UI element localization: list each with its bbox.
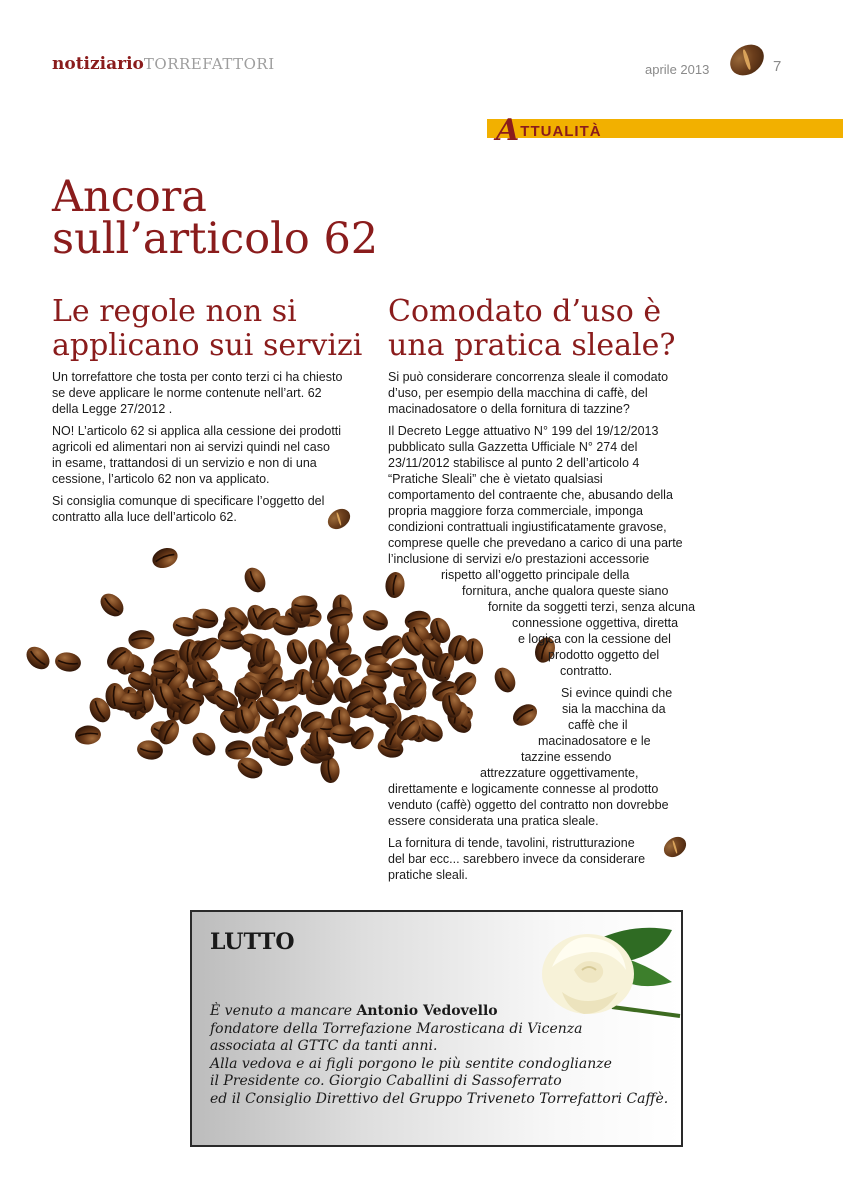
right-paragraph-2 [388,423,708,679]
left-paragraph-3 [52,493,352,525]
text-line: e logica con la cessione del [518,632,671,646]
text-line: comprese quelle che prevedano a carico di una parte [388,536,683,550]
coffee-bean [128,629,155,650]
text-line: condizioni contrattuali ingiustificatamente gravose, [388,520,667,534]
right-paragraph-3 [388,685,708,829]
text-line: della Legge 27/2012 . [52,402,173,416]
page-number: 7 [773,58,782,75]
coffee-bean-icon [724,38,770,82]
text-line: Un torrefattore che tosta per conto terzi ci ha chiesto [52,370,343,384]
text-line: NO! L’articolo 62 si applica alla cessione dei prodotti [52,424,342,438]
text-line: se deve applicare le norme contenute nell’art. 62 [52,386,322,400]
coffee-bean [241,564,270,596]
text-line: rispetto all’oggetto principale della [441,568,630,582]
page-title-line2: sull’articolo 62 [52,214,379,264]
right-paragraph-4 [388,835,708,883]
coffee-bean [360,606,391,634]
text-line: direttamente e logicamente connesse al prodotto [388,782,659,796]
text-line: in esame, trattandosi di un servizio e non di una [52,456,317,470]
text-line: venduto (caffè) oggetto del contratto non dovrebbe [388,798,669,812]
text-line: pubblicato sulla Gazzetta Ufficiale N° 274 del [388,440,638,454]
left-paragraph-2 [52,423,352,487]
obituary-line-3: associata al GTTC da tanti anni. [210,1038,438,1054]
text-line: contratto. [560,664,613,678]
text-line: contratto alla luce dell’articolo 62. [52,510,237,524]
coffee-bean [283,636,311,667]
left-heading-line1: Le regole non si [52,294,297,329]
obituary-line-4: Alla vedova e ai figli porgono le più sentite condoglianze [210,1055,612,1072]
left-heading-line2: applicano sui servizi [52,328,363,363]
text-line: 23/11/2012 stabilisce al punto 2 dell’articolo 4 [388,456,640,470]
text-line: cessione, l’articolo 62 non va applicato. [52,472,270,486]
text-line: propria maggiore forza commerciale, imponga [388,504,643,518]
right-heading-line2: una pratica sleale? [388,328,676,363]
coffee-bean [74,724,102,745]
left-article-heading [52,295,382,363]
coffee-bean [188,728,220,760]
text-line: macinadosatore e le [538,734,651,748]
right-article-heading [388,295,718,363]
text-line: del bar ecc... sarebbero invece da considerare [388,852,646,866]
masthead [52,54,275,74]
coffee-bean [54,651,83,674]
issue-date: aprile 2013 [645,62,710,77]
text-line: La fornitura di tende, tavolini, ristrutturazione [388,836,635,850]
obituary-line-5: il Presidente co. Giorgio Caballini di Sassoferrato [210,1073,562,1089]
text-line: Si può considerare concorrenza sleale il comodato [388,370,669,384]
text-line: l’inclusione di servizi e/o prestazioni accessorie [388,552,650,566]
coffee-bean [219,631,245,650]
right-article-body [388,369,708,889]
section-label [496,113,602,148]
text-line: Si consiglia comunque di specificare l’oggetto del [52,494,325,508]
text-line: macinadosatore o della fornitura di tazzine? [388,402,630,416]
coffee-bean [224,739,252,761]
right-heading-line1: Comodato d’uso è [388,294,662,329]
coffee-bean [96,589,128,621]
section-rest: TTUALITÀ [520,123,602,140]
text-line: connessione oggettiva, diretta [512,616,679,630]
section-initial: A [496,113,521,148]
text-line: d’uso, per esempio della macchina di caffè, del [388,386,648,400]
left-article-body [52,369,352,531]
deceased-name: Antonio Vedovello [356,1003,498,1019]
obituary-intro: È venuto a mancare [210,1003,357,1019]
page-title-line1: Ancora [52,172,207,222]
text-line: fornitura, anche qualora queste siano [462,584,669,598]
masthead-light: TORREFATTORI [143,55,275,73]
obituary-line-1 [210,1003,668,1021]
text-line: fornite da soggetti terzi, senza alcuna [488,600,696,614]
text-line: attrezzature oggettivamente, [480,766,639,780]
masthead-bold: notiziario [52,54,144,74]
text-line: tazzine essendo [521,750,612,764]
text-line: comportamento del contraente che, abusando della [388,488,673,502]
text-line: prodotto oggetto del [548,648,660,662]
text-line: essere considerata una pratica sleale. [388,814,599,828]
left-paragraph-1 [52,369,352,417]
text-line: caffè che il [568,718,628,732]
obituary-title: LUTTO [210,929,295,955]
obituary-line-2: fondatore della Torrefazione Marosticana di Vicenza [210,1020,583,1037]
text-line: pratiche sleali. [388,868,468,882]
obituary-line-6: ed il Consiglio Direttivo del Gruppo Triveneto Torrefattori Caffè. [210,1090,669,1107]
text-line: Si evince quindi che [561,686,673,700]
text-line: sia la macchina da [562,702,666,716]
page-title [52,172,572,264]
text-line: Il Decreto Legge attuativo N° 199 del 19/12/2013 [388,424,659,438]
obituary-text [210,1003,668,1108]
text-line: “Pratiche Sleali” che è vietato qualsiasi [388,472,603,486]
right-paragraph-1 [388,369,708,417]
coffee-bean [22,642,54,674]
coffee-bean [149,544,180,571]
text-line: agricoli ed alimentari non ai servizi quindi nel caso [52,440,330,454]
coffee-bean [136,739,165,762]
